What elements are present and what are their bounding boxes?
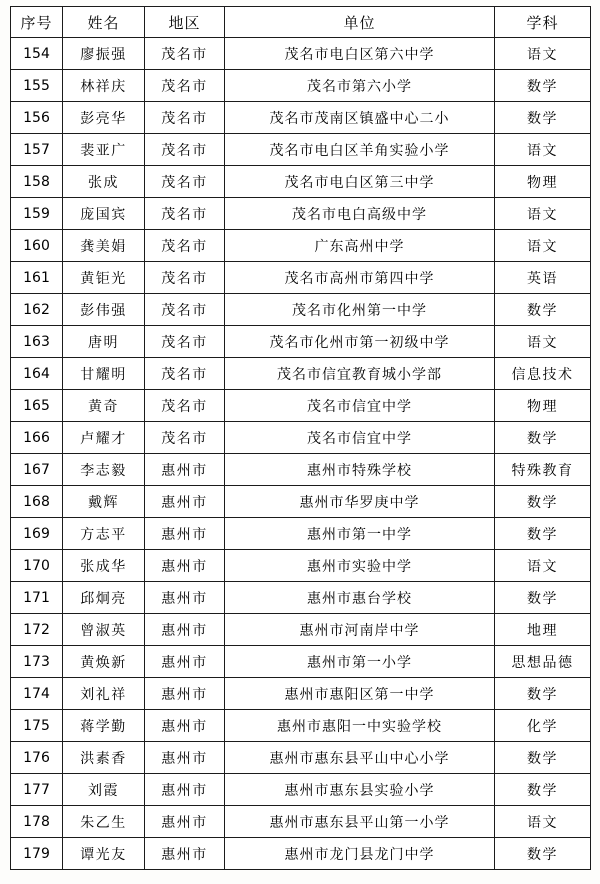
cell-area: 惠州市: [145, 550, 225, 582]
cell-name: 朱乙生: [63, 806, 145, 838]
cell-name: 黄焕新: [63, 646, 145, 678]
cell-area: 惠州市: [145, 742, 225, 774]
cell-seq: 160: [11, 230, 63, 262]
table-row: [11, 678, 591, 710]
cell-name: 廖振强: [63, 38, 145, 70]
table-row: [11, 230, 591, 262]
cell-seq: 156: [11, 102, 63, 134]
table-header-row: [11, 7, 591, 38]
cell-subject: 数学: [495, 582, 591, 614]
cell-name: 曾淑英: [63, 614, 145, 646]
cell-name: 黄钜光: [63, 262, 145, 294]
cell-subject: 信息技术: [495, 358, 591, 390]
table-row: [11, 326, 591, 358]
cell-seq: 155: [11, 70, 63, 102]
cell-area: 惠州市: [145, 486, 225, 518]
cell-seq: 166: [11, 422, 63, 454]
cell-area: 茂名市: [145, 230, 225, 262]
cell-name: 彭亮华: [63, 102, 145, 134]
cell-area: 惠州市: [145, 678, 225, 710]
cell-name: 洪素香: [63, 742, 145, 774]
column-header-subject: 学科: [495, 7, 591, 38]
cell-seq: 168: [11, 486, 63, 518]
cell-name: 唐明: [63, 326, 145, 358]
cell-seq: 175: [11, 710, 63, 742]
cell-name: 邱炯亮: [63, 582, 145, 614]
cell-area: 茂名市: [145, 326, 225, 358]
cell-name: 甘耀明: [63, 358, 145, 390]
cell-area: 惠州市: [145, 806, 225, 838]
cell-unit: 惠州市特殊学校: [225, 454, 495, 486]
cell-unit: 广东高州中学: [225, 230, 495, 262]
cell-unit: 惠州市第一小学: [225, 646, 495, 678]
cell-area: 惠州市: [145, 646, 225, 678]
cell-unit: 茂名市化州第一中学: [225, 294, 495, 326]
table-row: [11, 102, 591, 134]
cell-unit: 茂名市电白高级中学: [225, 198, 495, 230]
column-header-seq: 序号: [11, 7, 63, 38]
cell-subject: 化学: [495, 710, 591, 742]
table-row: [11, 70, 591, 102]
cell-area: 茂名市: [145, 102, 225, 134]
cell-unit: 茂名市茂南区镇盛中心二小: [225, 102, 495, 134]
cell-seq: 173: [11, 646, 63, 678]
cell-area: 惠州市: [145, 454, 225, 486]
cell-area: 茂名市: [145, 422, 225, 454]
cell-subject: 数学: [495, 102, 591, 134]
column-header-unit: 单位: [225, 7, 495, 38]
cell-seq: 178: [11, 806, 63, 838]
table-row: [11, 710, 591, 742]
cell-area: 茂名市: [145, 198, 225, 230]
table-row: [11, 358, 591, 390]
cell-subject: 特殊教育: [495, 454, 591, 486]
cell-subject: 语文: [495, 38, 591, 70]
cell-seq: 167: [11, 454, 63, 486]
cell-unit: 惠州市惠阳一中实验学校: [225, 710, 495, 742]
column-header-name: 姓名: [63, 7, 145, 38]
table-row: [11, 134, 591, 166]
cell-seq: 170: [11, 550, 63, 582]
cell-unit: 惠州市第一中学: [225, 518, 495, 550]
cell-seq: 157: [11, 134, 63, 166]
cell-name: 卢耀才: [63, 422, 145, 454]
table-row: [11, 742, 591, 774]
cell-subject: 物理: [495, 390, 591, 422]
cell-seq: 174: [11, 678, 63, 710]
cell-subject: 数学: [495, 774, 591, 806]
table-row: [11, 422, 591, 454]
cell-name: 张成: [63, 166, 145, 198]
table-row: [11, 390, 591, 422]
cell-area: 惠州市: [145, 614, 225, 646]
cell-seq: 176: [11, 742, 63, 774]
cell-subject: 语文: [495, 550, 591, 582]
cell-subject: 数学: [495, 838, 591, 870]
cell-name: 方志平: [63, 518, 145, 550]
table-row: [11, 646, 591, 678]
cell-area: 茂名市: [145, 358, 225, 390]
cell-subject: 语文: [495, 806, 591, 838]
cell-name: 谭光友: [63, 838, 145, 870]
cell-seq: 162: [11, 294, 63, 326]
cell-unit: 惠州市惠台学校: [225, 582, 495, 614]
cell-seq: 171: [11, 582, 63, 614]
table-row: [11, 550, 591, 582]
table-row: [11, 614, 591, 646]
cell-unit: 惠州市龙门县龙门中学: [225, 838, 495, 870]
table-row: [11, 774, 591, 806]
cell-subject: 语文: [495, 134, 591, 166]
cell-area: 茂名市: [145, 390, 225, 422]
cell-seq: 179: [11, 838, 63, 870]
cell-name: 戴辉: [63, 486, 145, 518]
cell-name: 李志毅: [63, 454, 145, 486]
cell-unit: 惠州市实验中学: [225, 550, 495, 582]
cell-seq: 164: [11, 358, 63, 390]
cell-seq: 165: [11, 390, 63, 422]
column-header-area: 地区: [145, 7, 225, 38]
cell-area: 惠州市: [145, 582, 225, 614]
cell-seq: 159: [11, 198, 63, 230]
cell-name: 庞国宾: [63, 198, 145, 230]
cell-unit: 惠州市惠东县平山中心小学: [225, 742, 495, 774]
cell-name: 张成华: [63, 550, 145, 582]
cell-area: 惠州市: [145, 838, 225, 870]
cell-unit: 茂名市信宜教育城小学部: [225, 358, 495, 390]
cell-name: 蒋学勤: [63, 710, 145, 742]
cell-name: 龚美娟: [63, 230, 145, 262]
table-row: [11, 166, 591, 198]
cell-unit: 茂名市第六小学: [225, 70, 495, 102]
cell-unit: 惠州市华罗庚中学: [225, 486, 495, 518]
cell-subject: 数学: [495, 486, 591, 518]
cell-unit: 茂名市信宜中学: [225, 422, 495, 454]
cell-unit: 茂名市电白区羊角实验小学: [225, 134, 495, 166]
cell-name: 刘霞: [63, 774, 145, 806]
cell-seq: 169: [11, 518, 63, 550]
table-row: [11, 582, 591, 614]
cell-area: 茂名市: [145, 38, 225, 70]
table-row: [11, 38, 591, 70]
table-row: [11, 294, 591, 326]
cell-subject: 英语: [495, 262, 591, 294]
cell-area: 惠州市: [145, 518, 225, 550]
cell-name: 黄奇: [63, 390, 145, 422]
cell-area: 茂名市: [145, 134, 225, 166]
cell-name: 林祥庆: [63, 70, 145, 102]
cell-name: 彭伟强: [63, 294, 145, 326]
cell-subject: 数学: [495, 518, 591, 550]
table-row: [11, 518, 591, 550]
cell-subject: 物理: [495, 166, 591, 198]
cell-area: 茂名市: [145, 262, 225, 294]
cell-subject: 思想品德: [495, 646, 591, 678]
table-row: [11, 262, 591, 294]
cell-unit: 茂名市电白区第六中学: [225, 38, 495, 70]
cell-subject: 语文: [495, 326, 591, 358]
table-row: [11, 838, 591, 870]
cell-seq: 154: [11, 38, 63, 70]
cell-area: 茂名市: [145, 166, 225, 198]
cell-area: 惠州市: [145, 774, 225, 806]
cell-unit: 惠州市惠东县平山第一小学: [225, 806, 495, 838]
cell-unit: 茂名市化州市第一初级中学: [225, 326, 495, 358]
table-row: [11, 486, 591, 518]
cell-seq: 158: [11, 166, 63, 198]
cell-unit: 茂名市高州市第四中学: [225, 262, 495, 294]
cell-unit: 惠州市河南岸中学: [225, 614, 495, 646]
cell-subject: 数学: [495, 678, 591, 710]
cell-unit: 茂名市信宜中学: [225, 390, 495, 422]
cell-area: 惠州市: [145, 710, 225, 742]
cell-name: 裴亚广: [63, 134, 145, 166]
cell-area: 茂名市: [145, 70, 225, 102]
roster-table: [10, 6, 591, 870]
cell-seq: 163: [11, 326, 63, 358]
cell-subject: 语文: [495, 230, 591, 262]
cell-subject: 数学: [495, 742, 591, 774]
cell-seq: 172: [11, 614, 63, 646]
cell-name: 刘礼祥: [63, 678, 145, 710]
cell-subject: 数学: [495, 70, 591, 102]
table-row: [11, 806, 591, 838]
cell-subject: 语文: [495, 198, 591, 230]
cell-unit: 惠州市惠阳区第一中学: [225, 678, 495, 710]
table-row: [11, 454, 591, 486]
table-row: [11, 198, 591, 230]
cell-unit: 茂名市电白区第三中学: [225, 166, 495, 198]
cell-unit: 惠州市惠东县实验小学: [225, 774, 495, 806]
cell-seq: 177: [11, 774, 63, 806]
cell-subject: 数学: [495, 294, 591, 326]
cell-area: 茂名市: [145, 294, 225, 326]
cell-subject: 地理: [495, 614, 591, 646]
cell-seq: 161: [11, 262, 63, 294]
cell-subject: 数学: [495, 422, 591, 454]
